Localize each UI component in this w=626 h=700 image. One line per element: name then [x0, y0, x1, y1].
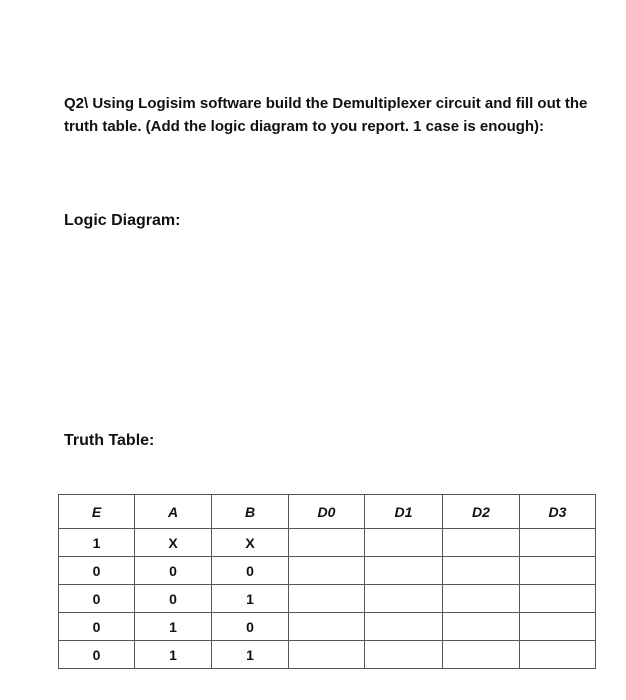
cell-b: 1	[212, 641, 289, 669]
logic-diagram-label: Logic Diagram:	[64, 212, 181, 229]
table-row	[59, 641, 596, 669]
cell-a: 1	[135, 613, 212, 641]
cell-d3[interactable]	[520, 585, 596, 613]
table-row	[59, 529, 596, 557]
cell-a: X	[135, 529, 212, 557]
cell-d2[interactable]	[443, 557, 520, 585]
cell-a: 0	[135, 585, 212, 613]
header-d2: D2	[443, 495, 520, 529]
header-a: A	[135, 495, 212, 529]
cell-d0[interactable]	[289, 585, 365, 613]
table-row	[59, 585, 596, 613]
cell-e: 0	[59, 585, 135, 613]
cell-d3[interactable]	[520, 613, 596, 641]
cell-d0[interactable]	[289, 529, 365, 557]
cell-d2[interactable]	[443, 529, 520, 557]
cell-d1[interactable]	[365, 585, 443, 613]
header-d1: D1	[365, 495, 443, 529]
cell-e: 0	[59, 641, 135, 669]
cell-d2[interactable]	[443, 613, 520, 641]
header-d3: D3	[520, 495, 596, 529]
table-row	[59, 557, 596, 585]
cell-b: X	[212, 529, 289, 557]
cell-d3[interactable]	[520, 529, 596, 557]
header-d0: D0	[289, 495, 365, 529]
table-row	[59, 613, 596, 641]
cell-d0[interactable]	[289, 613, 365, 641]
cell-e: 0	[59, 613, 135, 641]
cell-d1[interactable]	[365, 613, 443, 641]
truth-table-label: Truth Table:	[64, 432, 155, 449]
cell-d3[interactable]	[520, 641, 596, 669]
header-b: B	[212, 495, 289, 529]
truth-table	[58, 494, 596, 669]
question-text: Q2\ Using Logisim software build the Demultiplexer circuit and fill out the truth table. (Add the logic diagram to you report. 1 case is enough):	[64, 95, 588, 135]
cell-b: 1	[212, 585, 289, 613]
cell-d2[interactable]	[443, 585, 520, 613]
cell-d1[interactable]	[365, 529, 443, 557]
cell-d1[interactable]	[365, 641, 443, 669]
cell-d1[interactable]	[365, 557, 443, 585]
cell-e: 0	[59, 557, 135, 585]
cell-d0[interactable]	[289, 641, 365, 669]
cell-d0[interactable]	[289, 557, 365, 585]
table-header-row	[59, 495, 596, 529]
cell-a: 1	[135, 641, 212, 669]
cell-e: 1	[59, 529, 135, 557]
header-e: E	[59, 495, 135, 529]
cell-d3[interactable]	[520, 557, 596, 585]
cell-a: 0	[135, 557, 212, 585]
cell-d2[interactable]	[443, 641, 520, 669]
cell-b: 0	[212, 613, 289, 641]
cell-b: 0	[212, 557, 289, 585]
